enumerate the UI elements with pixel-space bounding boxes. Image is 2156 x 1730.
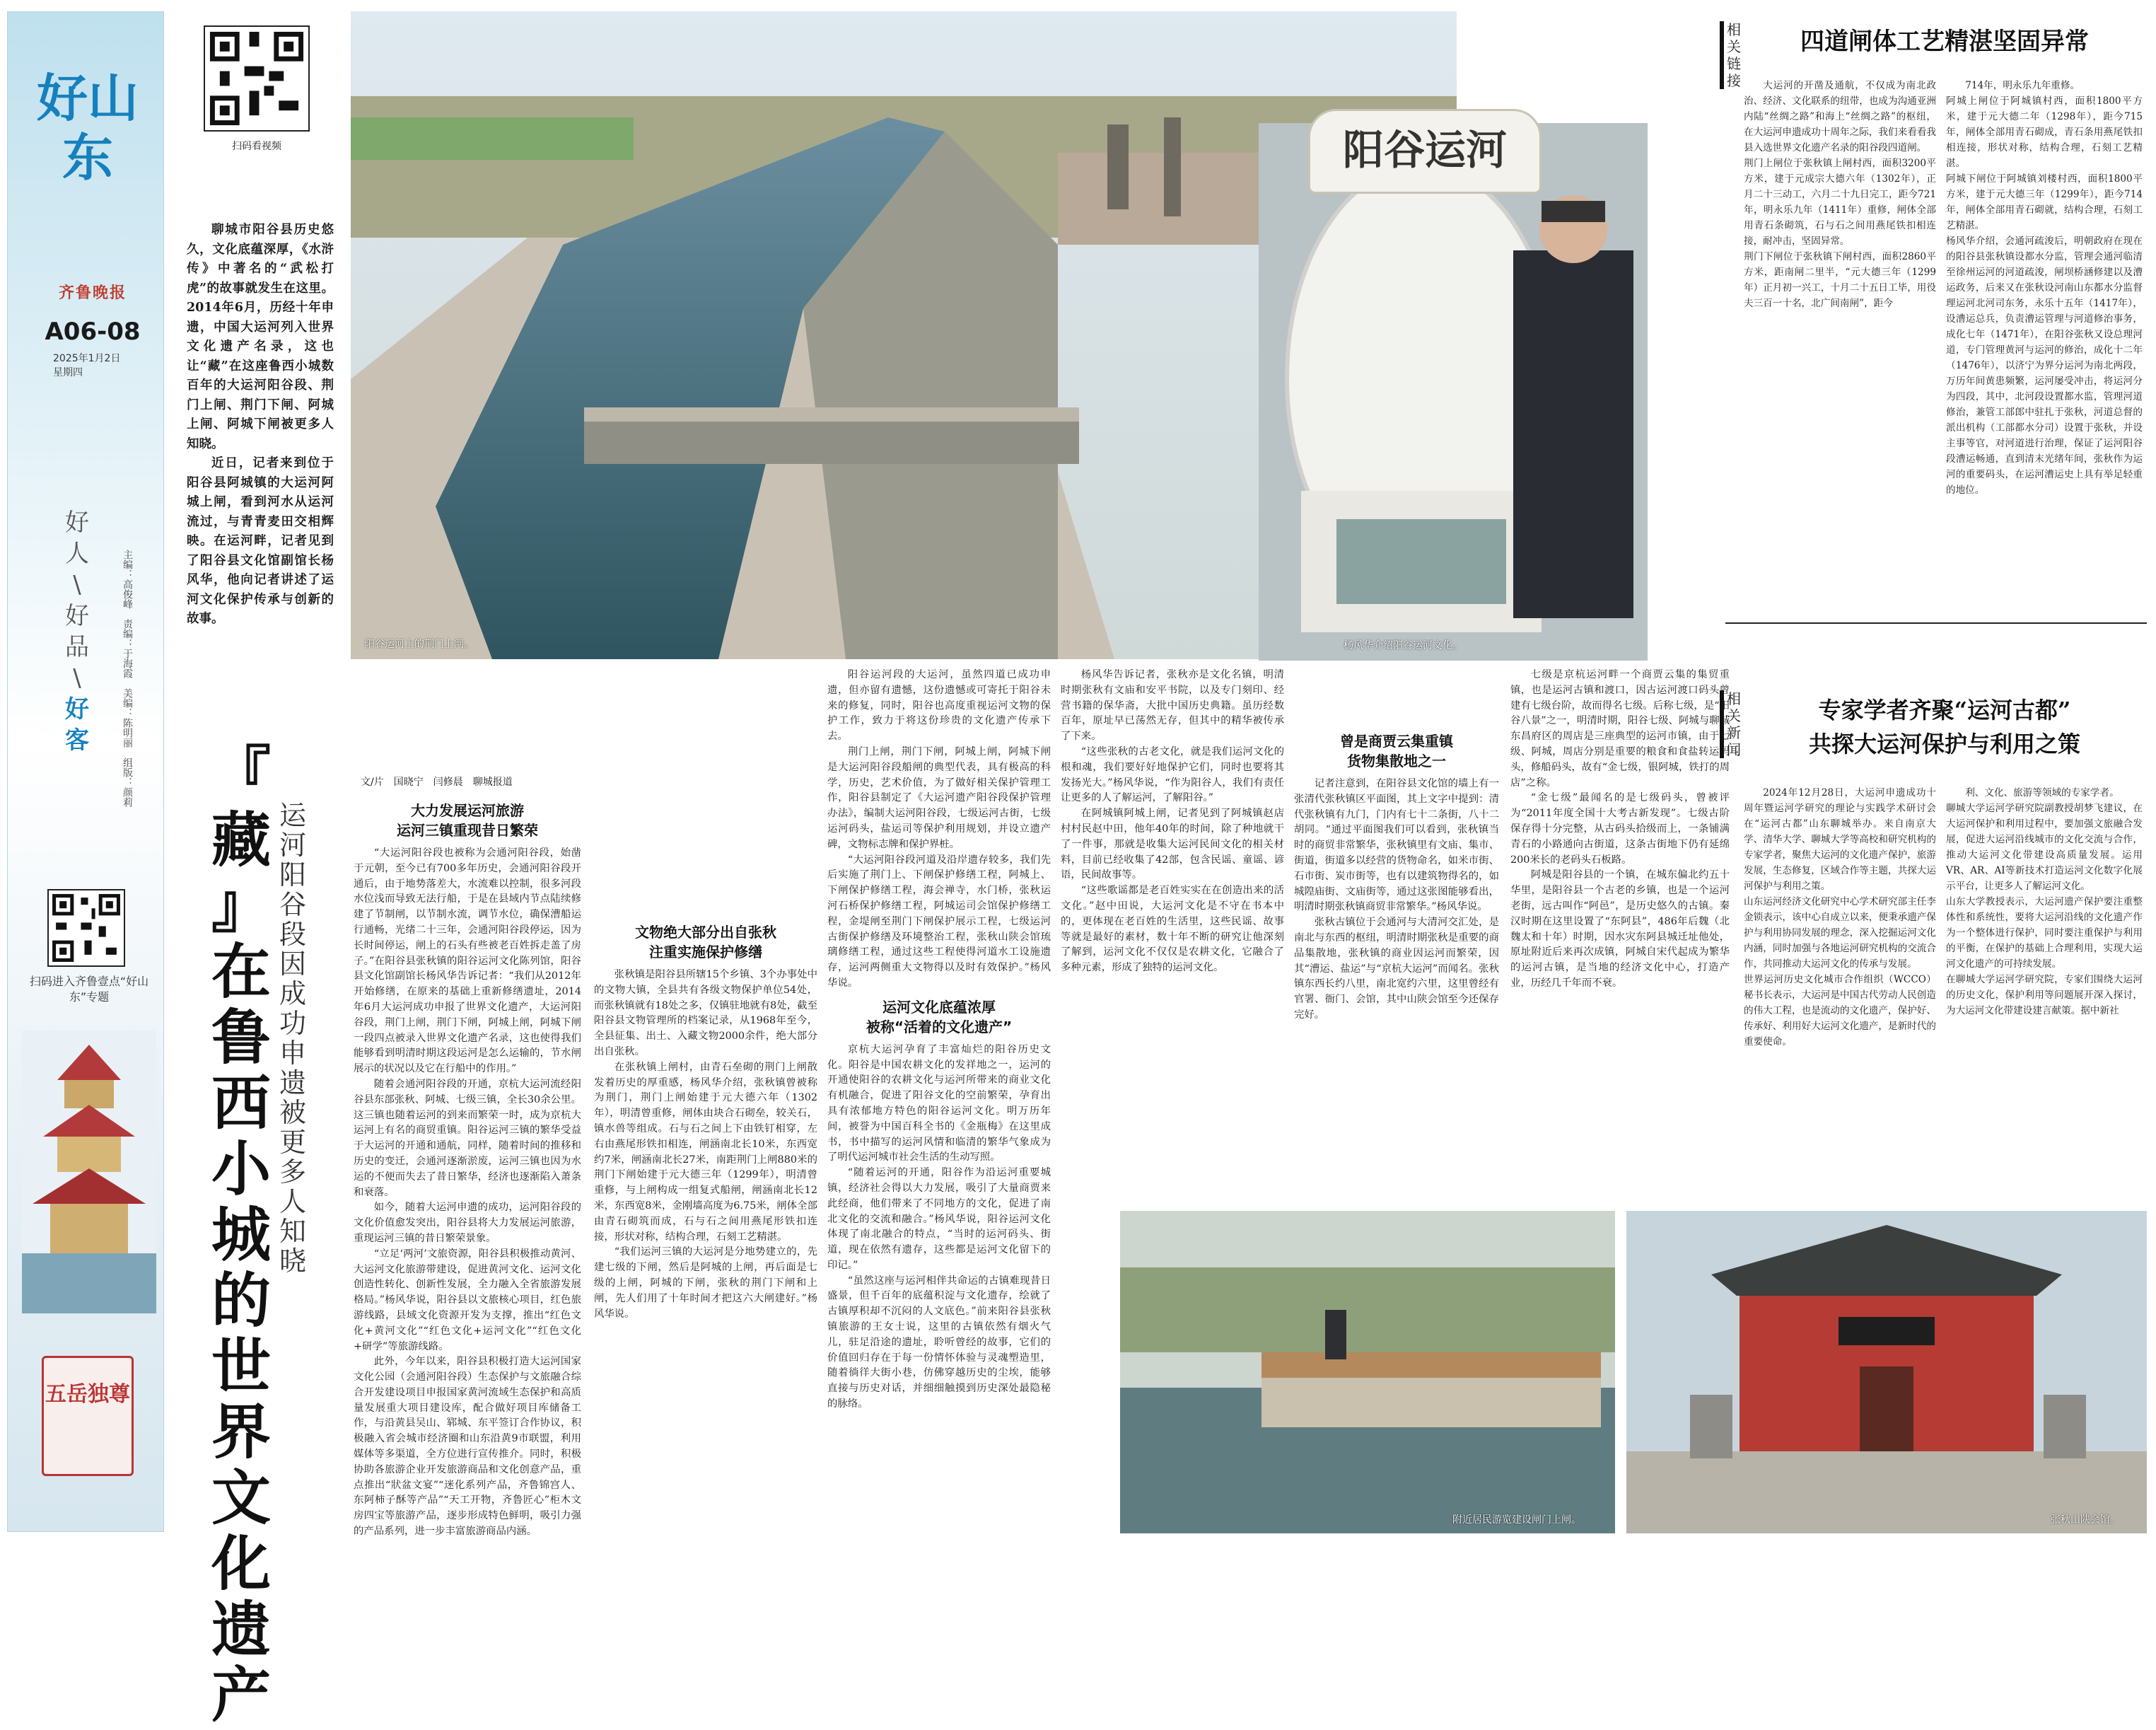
guildhall-photo xyxy=(1626,1211,2147,1533)
credit-line: 主编：高俊峰 xyxy=(122,550,133,609)
body-paragraph: 在阿城镇阿城上闸，记者见到了阿城镇赵店村村民赵中田，他年40年的时间，除了种地就干了一件事，那就是收集大运河民间文化的相关材料，目前已经收集了42部，包含民谣、童谣、谚语，民间故事等。 xyxy=(1061,808,1284,881)
tag-char: 关 xyxy=(1727,38,1741,55)
photo-caption: 张秋山陕会馆。 xyxy=(2051,1514,2120,1526)
body-paragraph: 此外，今年以来，阳谷县积极打造大运河国家文化公园（会通河阳谷段）生态保护与文旅融合综合开发建设项目申报国家黄河流域生态保护和高质量发展重大项目建设库，配合做好项目库储备工作，与沿黄县吴山、郓城、东平签订合作协议，积极融入省会城市经济圈和山东沿黄9市联盟，利用媒体等多渠道，全方位进行宣传推介。同时，积极协助各旅游企业开发旅游商品和文化创意产品，重点推出“狀盆文宴”“迷化系列产品，齐鲁锦宫人、东阿柿子酥等产品”“天工开物，齐鲁匠心”柜木文房四宝等旅游产品，逐步形成特色鲜明，吸引力强的产品系列，进一步丰富旅游商品内涵。 xyxy=(354,1356,581,1538)
photo-caption: 杨风华介绍阳谷运河文化。 xyxy=(1344,640,1462,651)
headline-char: 文 xyxy=(211,1463,271,1533)
article-byline: 文/片 国晓宁 闫修晨 聊城报道 xyxy=(361,777,513,788)
body-paragraph: 阿城是阳谷县的一个镇，在城东偏北约五十华里，是阳谷县一个古老的乡镇，也是一个运河老街，远古叫作“阿邑”，是历史悠久的古镇。秦汉时期在这里设置了“东阿县”，486年后魏（北魏太和十年）时期，因水灾东阿县城迁址他处，原址附近后来再次成镇，阿城自宋代起成为繁华的运河古镇，是当地的经济文化中心，打造产业，历经几千年而不衰。 xyxy=(1510,869,1730,989)
body-paragraph: 记者注意到，在阳谷县文化馆的墙上有一张清代张秋镇区平面图，其上文字中提到：清代张秋镇有九门，门内有七十二条街，八十二胡同。“通过平面图我们可以看到，张秋镇当时的商贸非常繁华，张秋镇里有文庙、集市、街道，街道多以经营的货物命名，如米市街、石市街、炭市街等，也有以建筑物得名的，如城隍庙街、文庙街等，通过这张图能够看出，明清时期张秋镇商贸非常繁华。”杨风华说。 xyxy=(1294,778,1499,913)
section-title: 大力发展运河旅游 运河三镇重现昔日繁荣 xyxy=(397,802,538,839)
body-paragraph: 杨风华告诉记者，张秋亦是文化名镇，明清时期张秋有文庙和安平书院，以及专门刻印、经营书籍的保华斋，大批中国历史典籍。虽历经数百年，原址早已荡然无存，但其中的精华被传承了下来。 xyxy=(1061,669,1284,743)
issue-date xyxy=(36,352,149,380)
body-paragraph: “我们运河三镇的大运河是分地势建立的，先建七级的下闸，然后是阿城的上闸，再后面是七级的上闸，阿城的下闸，张秋的荆门下闸和上闸，先人们用了十年时间才把这六大闸建好。”杨风华说。 xyxy=(594,1246,817,1320)
subhead-char: 人 xyxy=(279,1186,306,1217)
newspaper-logo: 齐鲁晚报 xyxy=(58,284,127,302)
section-title: 运河文化底蕴浓厚 被称“活着的文化遗产” xyxy=(866,998,1013,1035)
credit-line: 美编：陈明丽 xyxy=(122,688,133,748)
subhead-char: 河 xyxy=(279,830,306,861)
tag-char: 接 xyxy=(1727,72,1741,89)
body-paragraph: “这些张秋的古老文化，就是我们运河文化的根和魂，我们要好好地保护它们，同时也要将其发扬光大。”杨风华说，“作为阳谷人，我们有责任让更多的人了解运河，了解阳谷。” xyxy=(1061,745,1284,804)
tag-char: 相 xyxy=(1727,21,1741,38)
date-text: 2025年1月2日 xyxy=(53,353,121,364)
related-news-tag xyxy=(1720,690,1741,758)
tag-char: 好 xyxy=(65,509,89,537)
subhead-char: 晓 xyxy=(279,1246,306,1277)
sub-headline xyxy=(273,801,313,1276)
tag-char: 好 xyxy=(65,602,89,630)
tag-sep: \ xyxy=(73,571,81,599)
headline-char: 『 xyxy=(211,739,271,809)
qr-caption: 扫码进入齐鲁壹点“好山东”专题 xyxy=(29,975,149,1004)
related-link-tag xyxy=(1720,21,1741,89)
subhead-char: 因 xyxy=(279,948,306,980)
intro-column xyxy=(175,11,345,798)
headline-char: 产 xyxy=(211,1660,271,1730)
weekday-text: 星期四 xyxy=(53,367,83,378)
credit-line: 责编：于海霞 xyxy=(122,619,133,678)
title-line: 专家学者齐聚“运河古都” xyxy=(1818,697,2071,724)
tag-char: 人 xyxy=(65,540,89,568)
sidebar2-column-2: 利、文化、旅游等领域的专家学者。 聊城大学运河学研究院副教授胡梦飞建议，在大运河保护和利用过程中，要加强文旅融合发展，促进大运河沿线城市的文化交流与合作，推动大运河文化带建设高质量发展。运用VR、AR、AI等新技术打造运河文化数字化展示平台，让更多人了解运河文化。 山东大学教授表示，大运河遗产保护要注重整体性和系统性，要将大运河沿线的文化遗产作为一个整体进行保护，同时要注重保护与利用的平衡，在保护的基础上合理利用，实现大运河文化遗产的可持续发展。 在聊城大学运河学研究院，专家们围绕大运河的历史文化，保护利用等问题展开深入探讨，为大运河文化带建设建言献策。据中新社 xyxy=(1946,787,2143,1016)
headline-char: 化 xyxy=(211,1528,271,1598)
bridge-scene xyxy=(1120,1211,1615,1533)
seal-stamp: 五岳独尊 xyxy=(42,1356,134,1476)
sidebar-title xyxy=(1747,693,2143,761)
sidebar2-column-1: 2024年12月28日，大运河申遗成功十周年暨运河学研究的理论与实践学术研讨会在“运河古都”山东聊城举办。来自南京大学、清华大学、聊城大学等高校和研究机构的专家学者，聚焦大运河的文化遗产保护，旅游发展，生态修复，区域合作等主题，共探大运河保护与利用之策。 山东运河经济文化研究中心学术研究部主任李金锁表示，该中心自成立以来，便秉承遗产保护与利用协同发展的理念，深入挖掘运河文化内涵，同时加强与各地运河研究机构的交流合作，共同推动大运河文化的传承与发展。 世界运河历史文化城市合作组织（WCCO）秘书长表示，大运河是中国古代劳动人民创造的伟大工程，也是流动的文化遗产，保护好、传承好、利用好大运河文化遗产，是新时代的重要使命。 xyxy=(1744,787,1936,1047)
body-paragraph: “虽然这座与运河相伴共命运的古镇难现昔日盛景，但千百年的底蕴积淀与文化遗存，绘就了古镇厚积却不沉闷的人文底色。”前来阳谷县张秋镇旅游的王女士说，这里的古镇依然有烟火气儿，驻足沿途的遗址，聆听曾经的故事，它们的价值回归存在于每一份情怀体验与灵魂塑造里，随着徜徉大街小巷，仿佛穿越历史的尘埃，能够直接与历史对话，并细细触摸到历史深处最隐秘的脉络。 xyxy=(827,1275,1051,1410)
subhead-char: 阳 xyxy=(279,859,306,890)
tag-char: 链 xyxy=(1727,55,1741,72)
subhead-char: 运 xyxy=(279,800,306,831)
body-paragraph: “这些歌谣都是老百姓实实在在创造出来的活文化。”赵中田说，大运河文化是不守在书本中的，更体现在老百姓的生活里，这些民谣、故事等就是最好的素材，数十年不断的研究让他深刻了解到，运河文化不仅仅是农耕文化，它融合了多种元素，形成了独特的运河文化。 xyxy=(1061,885,1284,974)
tag-char: 新 xyxy=(1727,724,1741,741)
article-column-5 xyxy=(1294,668,1499,1205)
subhead-char: 申 xyxy=(279,1038,306,1069)
tag-char: 相 xyxy=(1727,690,1741,707)
qr-code-icon[interactable] xyxy=(47,889,125,967)
article-column-4 xyxy=(1061,668,1284,1205)
credit-line: 组版：颜莉 xyxy=(122,757,133,807)
main-headline xyxy=(202,741,280,1728)
subhead-char: 多 xyxy=(279,1156,306,1188)
tag-char: 客 xyxy=(65,726,89,755)
headline-char: 小 xyxy=(211,1134,271,1204)
headline-char: 世 xyxy=(211,1331,271,1401)
tag-char: 闻 xyxy=(1727,741,1741,758)
lead-text: 聊城市阳谷县历史悠久，文化底蕴深厚，《水浒传》中著名的“武松打虎”的故事就发生在这里。2014年6月，历经十年申遗，中国大运河列入世界文化遗产名录，这也让“藏”在这座鲁西小城数百年的大运河阳谷段、荆门上闸、荆门下闸、阿城上闸、阿城下闸被更多人知晓。 xyxy=(187,223,334,451)
body-paragraph: 京杭大运河孕育了丰富灿烂的阳谷历史文化。阳谷是中国农耕文化的发祥地之一，运河的开通使阳谷的农耕文化与运河所带来的商业文化有机融合，促进了阳谷文化的空前繁荣，孕育出具有浓郁地方特色的阳谷运河文化。明万历年间，被誉为中国百科全书的《金瓶梅》在这里成书，书中描写的运河风情和临清的繁华气象成为了明代运河城市社会生活的生动写照。 xyxy=(827,1043,1051,1163)
page-number: A06-08 xyxy=(45,318,141,346)
subhead-char: 遗 xyxy=(279,1067,306,1098)
headline-char: 西 xyxy=(211,1068,271,1138)
headline-char: 的 xyxy=(211,1265,271,1335)
lead-text: 近日，记者来到位于阳谷县阿城镇的大运河阿城上闸，看到河水从运河流过，与青青麦田交相辉映。在运河畔，记者见到了阳谷县文化馆副馆长杨风华，他向记者讲述了运河文化保护传承与创新的故事。 xyxy=(187,456,334,626)
subhead-char: 谷 xyxy=(279,889,306,920)
body-paragraph: 七级是京杭运河畔一个商贾云集的集贸重镇，也是运河古镇和渡口，因古运河渡口码头曾建有七级台阶，故而得名七级。后称七级，是“阳谷八景”之一，明清时期，阳谷七级、阿城与聊城东昌府区的周店是三座典型的运河市镇，由于七级、阿城，周店分别是重要的粮食和食盐转运码头，修船码头，故有“金七级，银阿城，铁打的周店”之称。 xyxy=(1510,669,1730,789)
headline-char: 遗 xyxy=(211,1594,271,1664)
article-column-6 xyxy=(1510,668,1730,1205)
body-paragraph: 张秋古镇位于会通河与大清河交汇处，是南北与东西的枢纽，明清时期张秋是重要的商品集散地，张秋镇的商业因运河而繁荣，因其“漕运、盐运”与“京杭大运河”而闻名。张秋镇东西长约八里，南北宽约六里，这里曾经有官署、衙门、会馆，其中山陕会馆至今还保存完好。 xyxy=(1294,917,1499,1021)
photo-caption: 阳谷运河上的荆门上闸。 xyxy=(365,639,474,650)
article-column-3 xyxy=(827,668,1051,1533)
sidebar1-column-2: 714年，明永乐九年重修。 阿城上闸位于阿城镇村西，面积1800平方米，建于元大德二年（1298年），距今715年，闸体全部用青石砌成，青石条用燕尾铁扣相连接，形状对称，结构合理，石刻工艺精湛。 阿城下闸位于阿城镇刘楼村西，面积1800平方米，建于元大德三年（1299年），距今714年，闸体全部用青石砌就，结构合理，石刻工艺精湛。 杨风华介绍，会通河疏浚后，明朝政府在现在的阳谷县张秋镇设都水分监，管理会通河临清至徐州运河的河道疏浚，闸坝桥涵修建以及漕运政务，后来又在张秋设河南山东都水分监督理运河北河司东务，永乐十五年（1417年），设漕运总兵，负责漕运管理与河道修治事务，成化七年（1471年），在阳谷张秋又设总理河道，专门管理黄河与运河的修治，成化十二年（1476年），以济宁为界分运河为南北两段，万历年间黄患频繁，运河屡受冲击，将运河分为四段，其中，北河段设置都水监，管理河道修治，兼管工部郎中驻扎于张秋，河道总督的派出机构（工部都水分司）设置于张秋，并设主事等官，对河道进行治理，保证了运河阳谷段漕运畅通，直到清末光绪年间，张秋作为运河的重要码头，在运河漕运史上具有举足轻重的地位。 xyxy=(1946,80,2143,496)
tag-char: 品 xyxy=(65,633,89,661)
headline-char: 城 xyxy=(211,1200,271,1270)
editor-credits xyxy=(121,550,149,817)
body-paragraph: 在张秋镇上闸村，由青石垒砌的荆门上闸散发着历史的厚重感，杨风华介绍，张秋镇曾被称为荆门，荆门上闸始建于元大德六年（1302年），明清曾重修，闸体由块合石砌垒，较关石，镇水兽等组成。石与石之间上下由铁钉相穿，左右由燕尾形铁扣相连，闸涵南北长10米，东西宽约7米，闸涵南北长27米，南距荆门上闸880米的荆门下闸始建于元大德三年（1299年），明清曾重修，与上闸构成一组复式船闸，闸涵南北长12米，东西宽8米，金刚墙高度为6.75米，闸体全部由青石砌筑而成，石与石之间用燕尾形铁扣连接，形状对称，结构合理，石刻工艺精湛。 xyxy=(594,1061,817,1243)
tag-sep: \ xyxy=(73,664,81,692)
headline-char: 界 xyxy=(211,1397,271,1467)
section-brand: 好山东 xyxy=(36,69,139,187)
body-paragraph: 张秋镇是阳谷县所辖15个乡镇、3个办事处中的文物大镇，全县共有各级文物保护单位54处，而张秋镇就有18处之多，仅镇驻地就有8处，截至阳谷县文物管理所的档案记录，从1968年至今，全县征集、出土、入藏文物2000余件，绝大部分出自张秋。 xyxy=(594,969,817,1057)
subhead-char: 被 xyxy=(279,1097,306,1128)
body-paragraph: “随着运河的开通，阳谷作为沿运河重要城镇，经济社会得以大力发展，吸引了大量商贾来此经商，他们带来了不同地方的文化，促进了南北文化的交流和融合。”杨风华说，阳谷运河文化体现了南北融合的特点，“当时的运河码头、街道，现在依然有遗存，这些都是运河文化留下的印记。” xyxy=(827,1167,1051,1271)
headline-char: 在 xyxy=(211,936,271,1006)
guide-photo xyxy=(1259,123,1648,661)
subhead-char: 知 xyxy=(279,1216,306,1247)
headline-char: 』 xyxy=(211,871,271,941)
headline-char: 鲁 xyxy=(211,1002,271,1072)
photo-caption: 附近居民游览建设闸门上闸。 xyxy=(1452,1514,1581,1526)
stele-scene xyxy=(1259,123,1648,661)
guildhall-scene xyxy=(1626,1211,2147,1533)
section-tagline xyxy=(56,507,98,756)
subhead-char: 更 xyxy=(279,1127,306,1158)
body-paragraph: “大运河阳谷段河道及沿岸遗存较多，我们先后实施了荆门上、下闸保护修缮工程，阿城上、下闸保护修缮工程，海会禅寺，水门桥，张秋运河石桥保护修缮工程，阿城运司会馆保护修缮工程，金堤闸至荆门下闸保护展示工程，七级运河古街保护修缮及环境整治工程，张秋山陕会馆琉璃修缮工程，通过这些工程使得河道水工设施遗存，运河两侧重大文物得以及时有效保护。”杨风华说。 xyxy=(827,854,1051,989)
left-banner xyxy=(7,11,164,1532)
lead-paragraph xyxy=(187,221,334,629)
article-column-2 xyxy=(594,668,817,1533)
sidebar-title: 四道闸体工艺精湛坚固异常 xyxy=(1800,28,2089,56)
qr-caption: 扫码看视频 xyxy=(232,141,281,152)
subhead-char: 成 xyxy=(279,978,306,1009)
tag-char: 好 xyxy=(65,695,89,724)
divider xyxy=(1725,622,2147,624)
body-paragraph: “大运河阳谷段也被称为会通河阳谷段，始凿于元朝，至今已有700多年历史，会通河阳谷段开通后，由于地势落差大，水流难以控制，很多河段水位浅而导致无法行船，于是在县域内节点陆续修建了节制闸，以节制水流，调节水位，确保漕船运行通畅，光绪二十三年，会通河阳谷段停运，因为长时间停运，闸上的石头有些被老百姓拆走盖了房子。”在阳谷县张秋镇的阳谷运河文化陈列馆，阳谷县文化馆副馆长杨风华告诉记者：“我们从2012年开始修缮，在原来的基础上重新修缮遗址，2014年6月大运河成功申报了世界文化遗产，大运河阳谷段，荆门上闸，荆门下闸，阿城上闸，阿城下闸一段四点被录入世界文化遗产名录，这也使得我们能够看到明清时期这段运河是怎么运输的，节水闸展示的状况以及它在行船中的作用。” xyxy=(354,847,581,1075)
subhead-char: 功 xyxy=(279,1008,306,1039)
body-paragraph: “立足‘两河’文旅资源，阳谷县积极推动黄河、大运河文化旅游带建设，促进黄河文化、运河文化创造性转化、创新性发展，全力融入全省旅游发展格局。”杨风华说，阳谷县以文旅核心项目，红色旅游线路，县域文化资源开发为支撑，推出“红色文化+黄河文化”“红色文化+运河文化”“红色文化+研学”等旅游线路。 xyxy=(354,1248,581,1352)
subhead-char: 段 xyxy=(279,919,306,950)
canal-sign: 阳谷运河 xyxy=(1308,109,1542,194)
bridge-photo xyxy=(1120,1211,1615,1533)
tag-char: 关 xyxy=(1727,707,1741,724)
title-line: 共探大运河保护与利用之策 xyxy=(1808,731,2080,757)
sidebar1-column-1: 大运河的开凿及通航，不仅成为南北政治、经济、文化联系的纽带，也成为沟通亚洲内陆“丝绸之路”和海上“丝绸之路”的枢纽，在大运河申遗成功十周年之际，我们来看看我县入选世界文化遗产名录的阳谷段四道闸。 荆门上闸位于张秋镇上闸村西，面积3200平方米，建于元成宗大德六年（1302年），正月二十三动工，六月二十九日完工，距今721年，明永乐九年（1411年）重修，闸体全部用青石条砌筑，石与石之间用燕尾铁扣相连接，耐冲击，坚固异常。 荆门下闸位于张秋镇下闸村西，面积2860平方米，距南闸二里半，“元大德三年（1299年）正月初一兴工，十月二十五日工毕，用役夫三百一十名，北广间南闸”，距今 xyxy=(1744,80,1936,309)
section-title: 曾是商贾云集重镇 货物集散地之一 xyxy=(1340,733,1453,770)
body-paragraph: 如今，随着大运河申遗的成功，运河阳谷段的文化价值愈发突出，阳谷县将大力发展运河旅游，重现运河三镇的昔日繁荣景象。 xyxy=(354,1202,581,1244)
body-paragraph: “金七级”最闻名的是七级码头，曾被评为“2011年度全国十大考古新发现”。七级古阶保存得十分完整，从古码头拾级而上，一条铺满青石的小路通向古街道，这条古街地下仍有延绵200米长的老码头石板路。 xyxy=(1510,792,1730,866)
body-paragraph: 荆门上闸，荆门下闸，阿城上闸，阿城下闸是大运河阳谷段船闸的典型代表，具有极高的科学，历史，艺术价值，为了做好相关保护管理工作，阳谷县制定了《大运河遗产阳谷段保护管理办法》，编制大运河阳谷段，七级运河古街，七级运河码头，盐运司等保护利用规划，并设立遗产碑，文物标志牌和保护界桩。 xyxy=(827,745,1051,850)
headline-char: 藏 xyxy=(211,805,271,875)
section-title: 文物绝大部分出自张秋 注重实施保护修缮 xyxy=(635,924,776,960)
article-column-1 xyxy=(354,795,581,1538)
body-paragraph: 随着会通河阳谷段的开通，京杭大运河流经阳谷县东部张秋、阿城、七级三镇，全长30余公里。这三镇也随着运河的到来而繁荣一时，成为京杭大运河上有名的商贸重镇。阳谷运河三镇的繁华受益于大运河的开通和通航，同样，随着时间的推移和历史的变迁，会通河逐渐淤废，运河三镇也因为水运的不便而失去了昔日繁华，经济也逐渐陷入萧条和衰落。 xyxy=(354,1078,581,1198)
pagoda-illustration xyxy=(22,1031,156,1313)
body-paragraph: 阳谷运河段的大运河，虽然四道已成功申遗，但亦留有遗憾，这份遗憾或可寄托于阳谷未来的修复，同时，阳谷也高度重视运河文物的保护工作，致力于将这份珍贵的文化遗产传承下去。 xyxy=(827,669,1051,743)
qr-code-icon[interactable] xyxy=(204,25,310,132)
